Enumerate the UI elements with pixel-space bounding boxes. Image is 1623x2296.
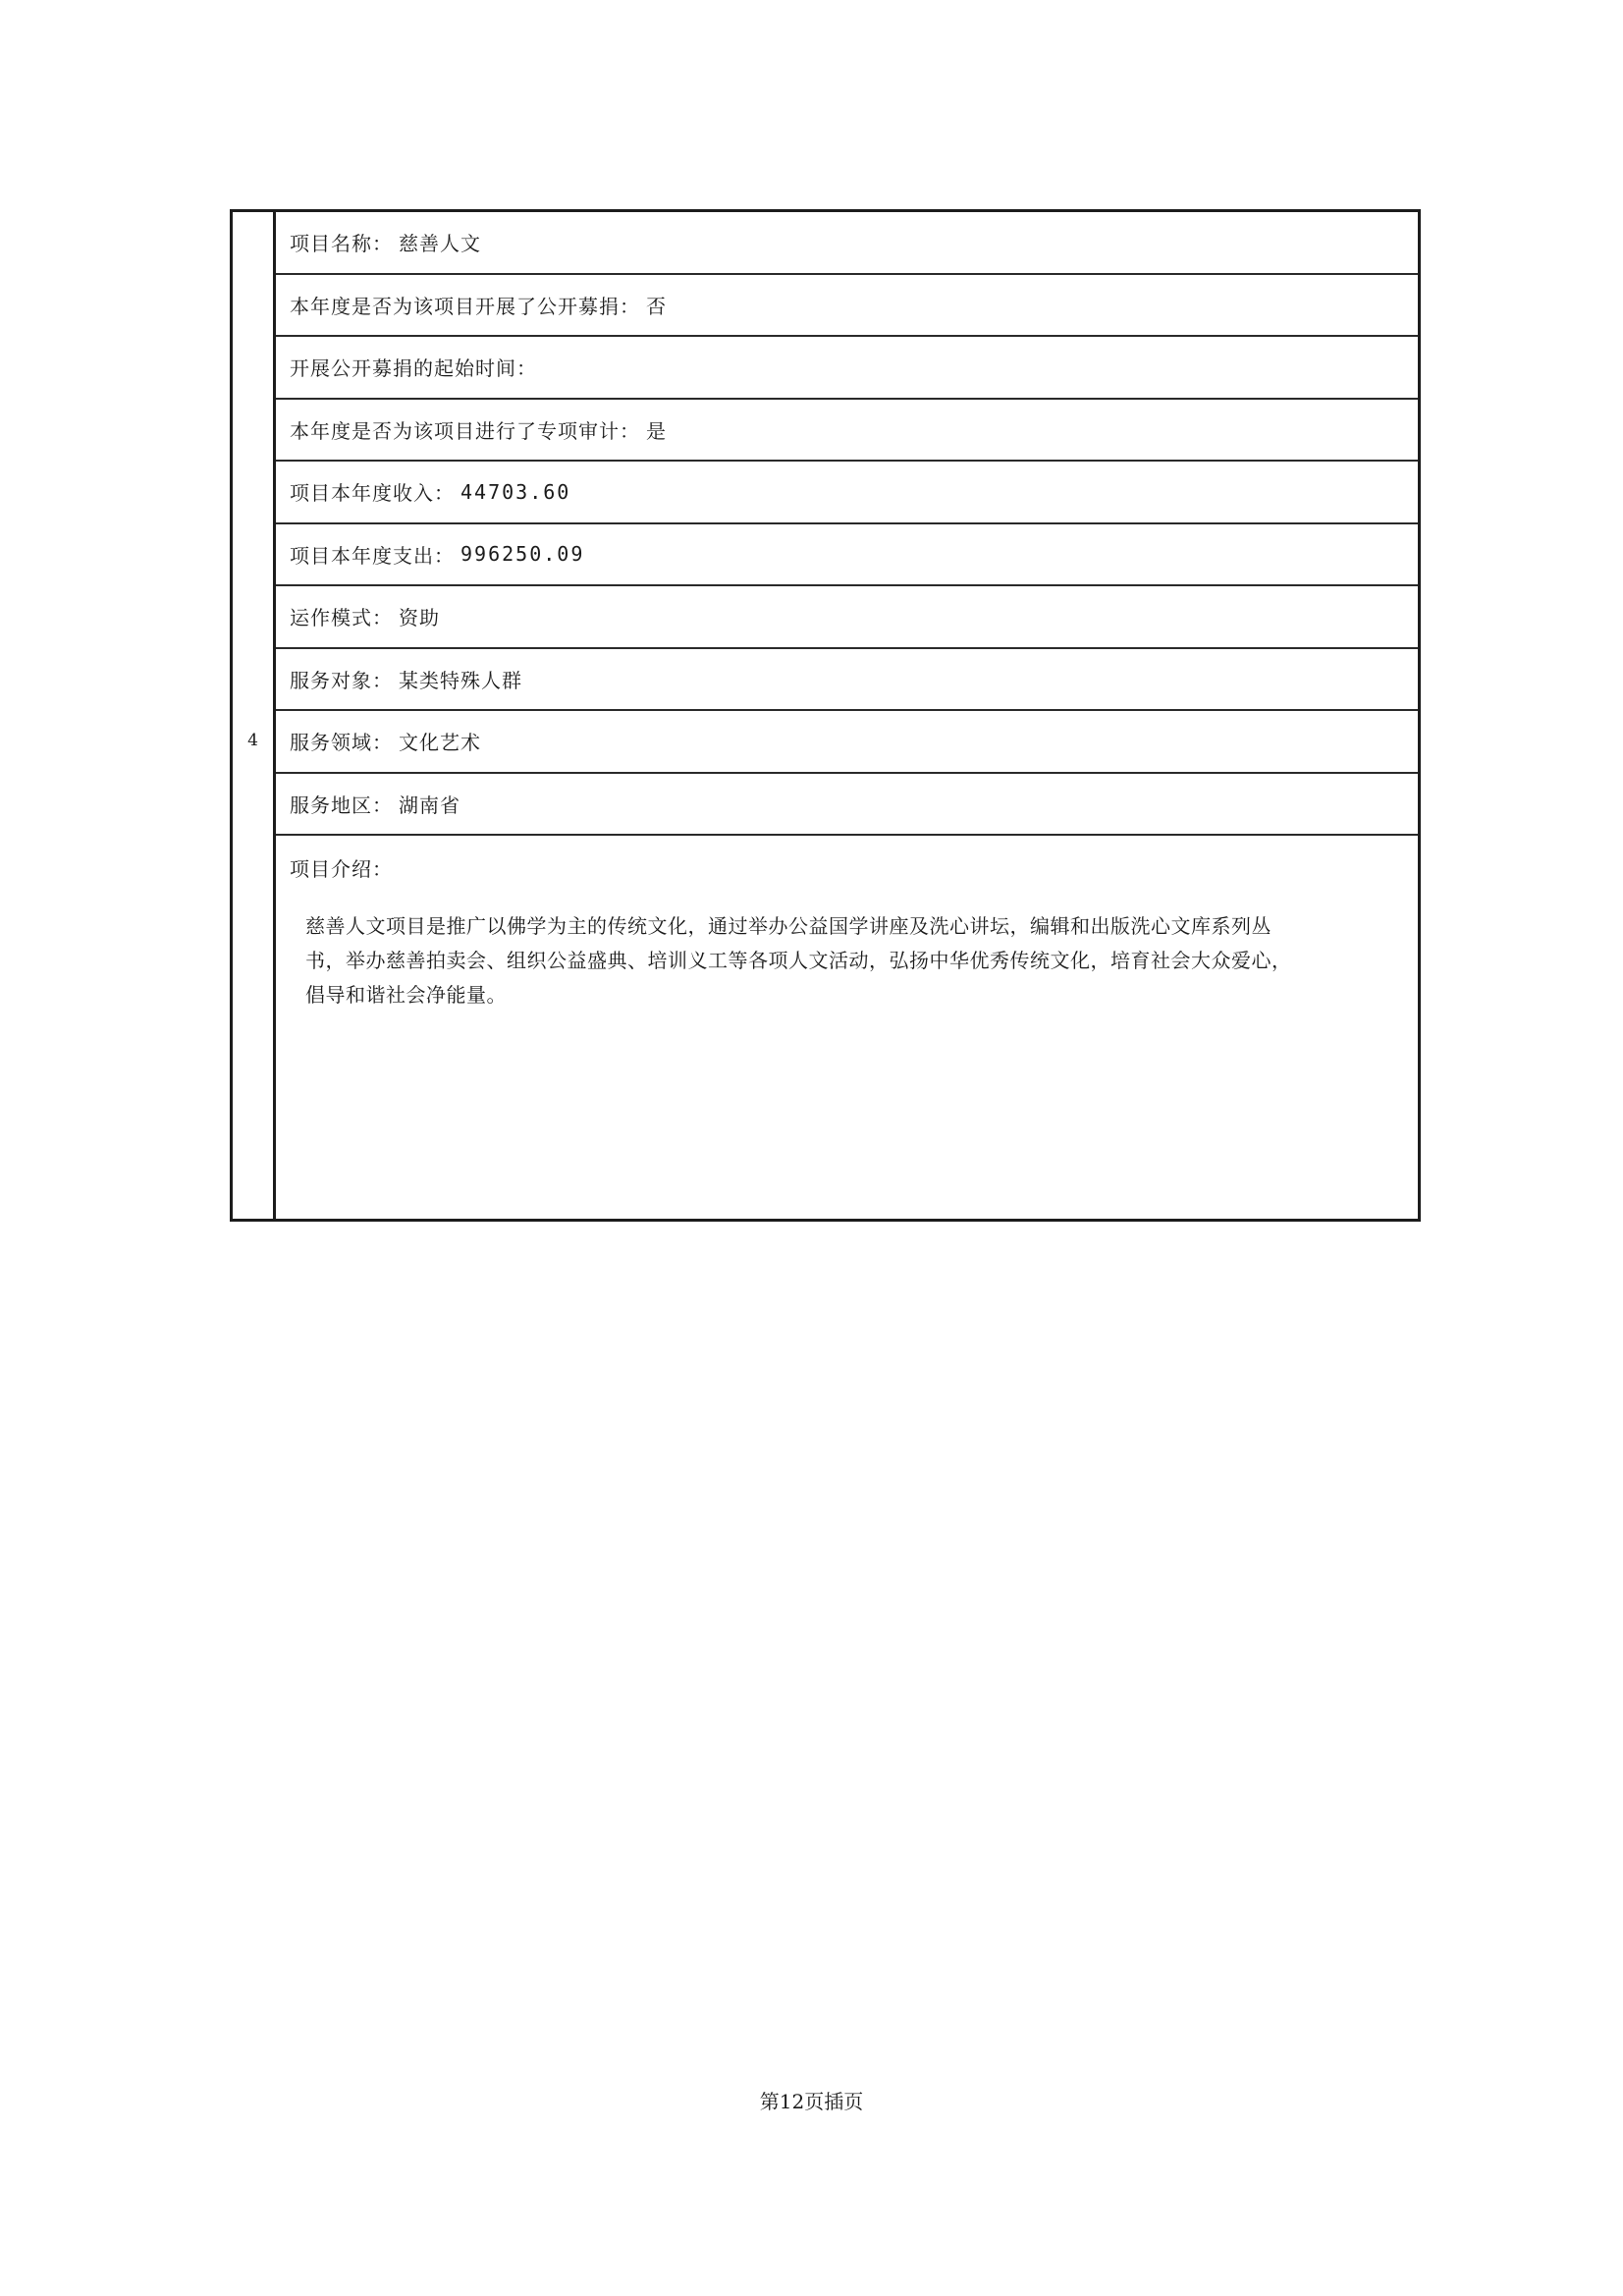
intro-label: 项目介绍： [290,857,393,881]
field-value: 某类特殊人群 [399,668,522,692]
field-service-domain [276,711,1418,774]
field-fundraising-start [276,337,1418,400]
field-label: 项目本年度支出： [290,543,455,568]
intro-line: 倡导和谐社会净能量。 [305,983,507,1007]
intro-body [290,909,1404,1012]
field-label: 服务地区： [290,793,393,817]
field-value: 996250.09 [460,542,585,567]
field-expense [276,524,1418,587]
field-operation-mode [276,586,1418,649]
field-income [276,462,1418,524]
field-value: 是 [646,418,667,443]
intro-line: 书，举办慈善拍卖会、组织公益盛典、培训义工等各项人文活动，弘扬中华优秀传统文化，培育社会大众爱心， [305,949,1292,972]
field-value: 否 [646,294,667,318]
project-fields [276,212,1418,1219]
field-project-intro [276,836,1418,1219]
field-label: 本年度是否为该项目开展了公开募捐： [290,294,640,318]
intro-line: 慈善人文项目是推广以佛学为主的传统文化，通过举办公益国学讲座及洗心讲坛，编辑和出版洗心文库系列丛 [305,914,1271,938]
field-label: 开展公开募捐的起始时间： [290,356,537,381]
project-table [230,209,1421,1222]
field-service-target [276,649,1418,712]
field-label: 服务领域： [290,731,393,755]
field-label: 服务对象： [290,668,393,692]
field-label: 运作模式： [290,606,393,630]
field-value: 文化艺术 [399,731,481,755]
row-index: 4 [233,212,276,1219]
field-service-region [276,774,1418,837]
field-special-audit [276,400,1418,463]
field-value: 慈善人文 [399,232,481,256]
field-project-name [276,212,1418,275]
field-label: 本年度是否为该项目进行了专项审计： [290,418,640,443]
field-public-fundraising [276,275,1418,338]
field-value: 44703.60 [460,479,571,504]
field-value: 湖南省 [399,793,460,817]
field-label: 项目本年度收入： [290,481,455,506]
field-label: 项目名称： [290,232,393,256]
field-value: 资助 [399,606,440,630]
page-footer: 第12页插页 [759,2090,864,2113]
